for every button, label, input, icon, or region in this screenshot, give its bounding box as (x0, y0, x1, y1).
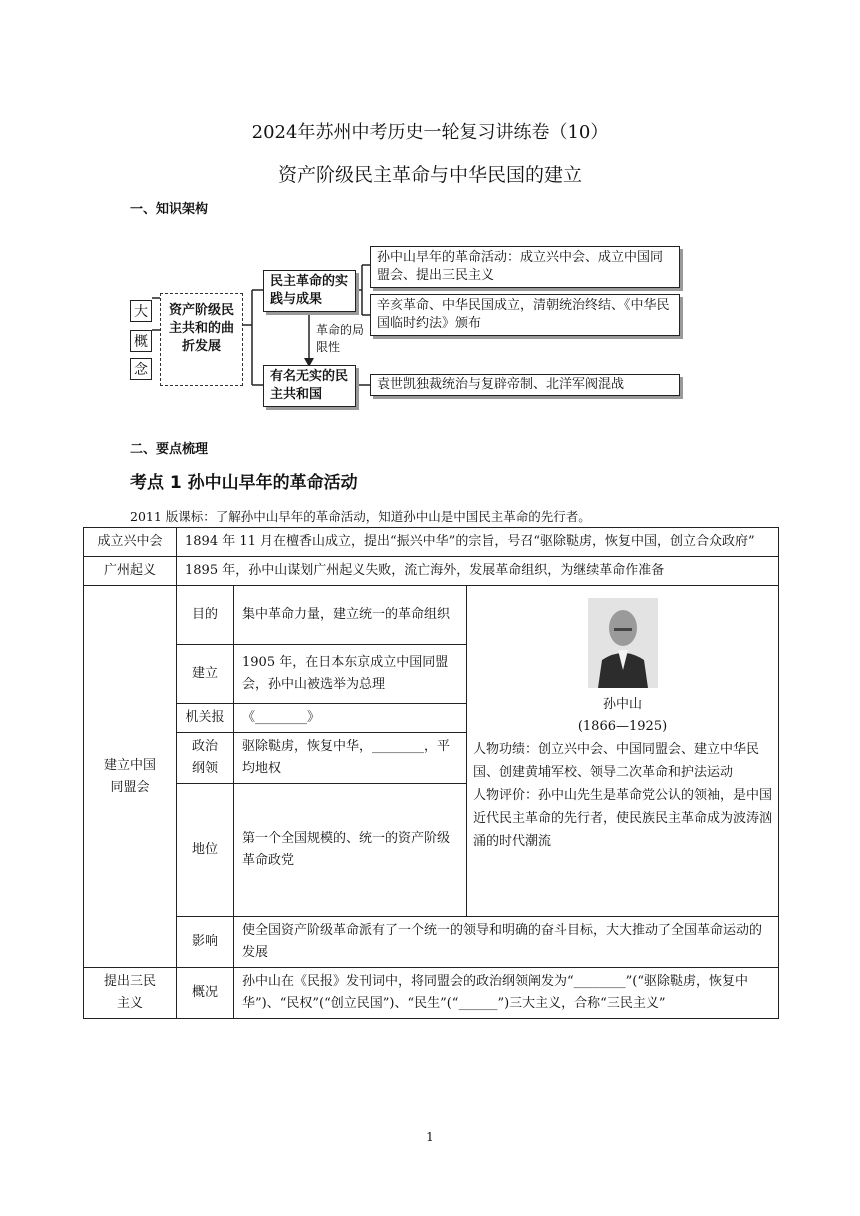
portrait-years: (1866—1925) (577, 719, 668, 734)
program-text: 驱除鞑虏，恢复中华，________，平均地权 (234, 733, 467, 784)
section-heading-points: 二、要点梳理 (130, 442, 209, 457)
program-label (177, 733, 234, 784)
page-number: 1 (426, 1130, 434, 1144)
node-practice: 民主革命的实践与成果 (263, 270, 356, 312)
founding-label: 建立 (177, 645, 234, 704)
person-merits: 人物功绩：创立兴中会、中国同盟会、建立中华民国、创建黄埔军校、领导二次革命和护法运动 (473, 742, 760, 780)
row-label-tongmenghui (84, 586, 177, 968)
section-heading-structure: 一、知识架构 (130, 202, 209, 217)
row-label-sanmin (84, 968, 177, 1019)
impact-label: 影响 (177, 917, 234, 968)
diagram-connectors (0, 0, 860, 420)
sanmin-text: 孙中山在《民报》发刊词中，将同盟会的政治纲领阐发为“________”(“驱除鞑虏，恢复中华”)、“民权”(“创立民国”)、“民生”(“______”)三大主义，合称“三民主义” (234, 968, 779, 1019)
tongmenghui-label-text: 建立中国同盟会 (103, 757, 156, 795)
portrait-name: 孙中山 (603, 697, 643, 712)
status-text: 第一个全国规模的、统一的资产阶级革命政党 (234, 784, 467, 917)
portrait-image (588, 598, 658, 688)
portrait-cell (467, 586, 779, 917)
row-label-xingzhonghui: 成立兴中会 (84, 528, 177, 557)
founding-text: 1905 年，在日本东京成立中国同盟会，孙中山被选举为总理 (234, 645, 467, 704)
program-label-text: 政治纲领 (191, 739, 218, 776)
sanmin-sub-label: 概况 (177, 968, 234, 1019)
kaodian-heading: 考点 1 孙中山早年的革命活动 (130, 473, 358, 493)
table-row (84, 586, 779, 645)
document-subtitle: 资产阶级民主革命与中华民国的建立 (277, 164, 582, 186)
arrow-label: 革命的局限性 (316, 323, 365, 354)
purpose-text: 集中革命力量，建立统一的革命组织 (234, 586, 467, 645)
leaf-xinhai: 辛亥革命、中华民国成立，清朝统治终结、《中华民国临时约法》颁布 (370, 294, 680, 336)
big-concept-char-1: 大 (130, 300, 152, 322)
table-row (84, 528, 779, 557)
table-row (84, 917, 779, 968)
sanmin-label-text: 提出三民主义 (103, 974, 156, 1011)
leaf-early-activities: 孙中山早年的革命活动：成立兴中会、成立中国同盟会、提出三民主义 (370, 246, 680, 288)
curriculum-note: 2011 版课标：了解孙中山早年的革命活动，知道孙中山是中国民主革命的先行者。 (130, 509, 591, 524)
row-label-guangzhou: 广州起义 (84, 557, 177, 586)
big-concept-char-3: 念 (130, 358, 152, 380)
table-row (84, 968, 779, 1019)
organ-text: 《________》 (234, 704, 467, 733)
table-row (84, 557, 779, 586)
node-nominal: 有名无实的民主共和国 (263, 365, 356, 407)
person-evaluation: 人物评价：孙中山先生是革命党公认的领袖，是中国近代民主革命的先行者，使民族民主革命成为波涛汹涌的时代潮流 (473, 788, 773, 849)
knowledge-table (83, 527, 779, 1019)
document-title: 2024年苏州中考历史一轮复习讲练卷（10） (251, 122, 609, 143)
sun-yat-sen-portrait (588, 598, 658, 688)
impact-text: 使全国资产阶级革命派有了一个统一的领导和明确的奋斗目标，大大推动了全国革命运动的发展 (234, 917, 779, 968)
row-text-xingzhonghui: 1894 年 11 月在檀香山成立，提出“振兴中华”的宗旨，号召“驱除鞑虏，恢复中国，创立合众政府” (177, 528, 779, 557)
purpose-label: 目的 (177, 586, 234, 645)
center-concept-box: 资产阶级民主共和的曲折发展 (160, 293, 243, 386)
row-text-guangzhou: 1895 年，孙中山谋划广州起义失败，流亡海外，发展革命组织，为继续革命作准备 (177, 557, 779, 586)
status-label: 地位 (177, 784, 234, 917)
big-concept-char-2: 概 (130, 330, 152, 352)
organ-label: 机关报 (177, 704, 234, 733)
leaf-yuan-warlords: 袁世凯独裁统治与复辟帝制、北洋军阀混战 (370, 374, 680, 396)
